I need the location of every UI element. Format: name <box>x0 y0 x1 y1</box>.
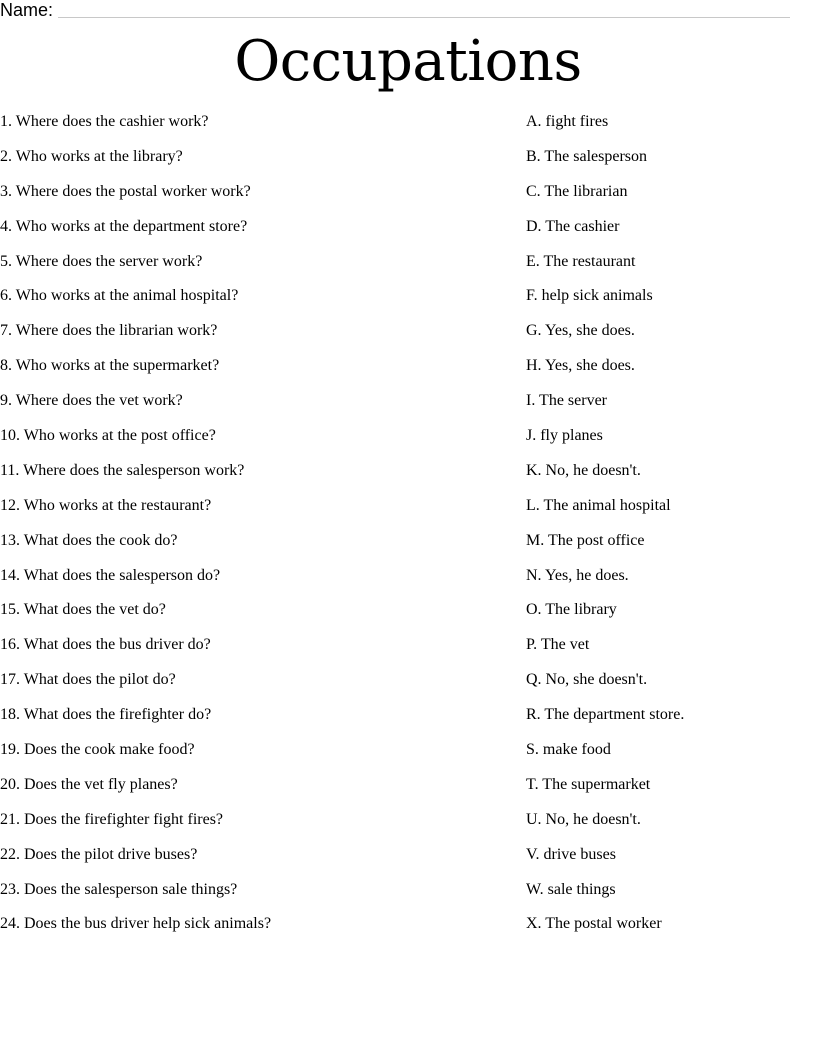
question-item: 16. What does the bus driver do? <box>0 636 211 654</box>
question-item: 4. Who works at the department store? <box>0 217 248 235</box>
question-item: 12. Who works at the restaurant? <box>0 496 212 514</box>
question-item: 20. Does the vet fly planes? <box>0 775 178 793</box>
answer-item: V. drive buses <box>526 845 616 863</box>
question-item: 18. What does the firefighter do? <box>0 706 212 724</box>
question-item: 23. Does the salesperson sale things? <box>0 880 238 898</box>
answer-item: O. The library <box>526 601 617 619</box>
question-item: 9. Where does the vet work? <box>0 392 183 410</box>
answer-item: X. The postal worker <box>526 915 662 933</box>
question-item: 21. Does the firefighter fight fires? <box>0 810 224 828</box>
answer-item: S. make food <box>526 741 611 759</box>
question-item: 15. What does the vet do? <box>0 601 166 619</box>
answer-item: K. No, he doesn't. <box>526 461 641 479</box>
question-item: 10. Who works at the post office? <box>0 427 216 445</box>
question-item: 13. What does the cook do? <box>0 531 178 549</box>
answer-item: B. The salesperson <box>526 147 648 165</box>
answer-item: U. No, he doesn't. <box>526 810 641 828</box>
question-item: 3. Where does the postal worker work? <box>0 182 251 200</box>
answer-item: N. Yes, he does. <box>526 566 629 584</box>
answer-item: R. The department store. <box>526 706 685 724</box>
answer-item: J. fly planes <box>526 427 603 445</box>
answer-item: F. help sick animals <box>526 287 653 305</box>
question-item: 7. Where does the librarian work? <box>0 322 218 340</box>
name-row <box>0 0 790 20</box>
name-field[interactable] <box>58 0 790 18</box>
answers-list <box>526 110 816 947</box>
question-item: 5. Where does the server work? <box>0 252 203 270</box>
answer-item: H. Yes, she does. <box>526 357 635 375</box>
answer-item: G. Yes, she does. <box>526 322 635 340</box>
answer-item: M. The post office <box>526 531 645 549</box>
answer-item: T. The supermarket <box>526 775 651 793</box>
name-label: Name: <box>0 0 54 20</box>
question-item: 14. What does the salesperson do? <box>0 566 221 584</box>
answer-item: I. The server <box>526 392 607 410</box>
question-item: 1. Where does the cashier work? <box>0 113 209 130</box>
question-item: 11. Where does the salesperson work? <box>0 461 245 479</box>
questions-list <box>0 110 510 947</box>
answer-item: W. sale things <box>526 880 616 898</box>
page-title: Occupations <box>234 29 582 94</box>
question-item: 24. Does the bus driver help sick animals? <box>0 915 272 933</box>
question-item: 19. Does the cook make food? <box>0 741 195 759</box>
question-item: 2. Who works at the library? <box>0 147 183 165</box>
answer-item: A. fight fires <box>526 113 609 130</box>
question-item: 6. Who works at the animal hospital? <box>0 287 239 305</box>
answer-item: C. The librarian <box>526 182 628 200</box>
question-item: 22. Does the pilot drive buses? <box>0 845 198 863</box>
answer-item: L. The animal hospital <box>526 496 671 514</box>
question-item: 8. Who works at the supermarket? <box>0 357 220 375</box>
answer-item: E. The restaurant <box>526 252 636 270</box>
question-item: 17. What does the pilot do? <box>0 671 176 689</box>
answer-item: Q. No, she doesn't. <box>526 671 648 689</box>
answer-item: P. The vet <box>526 636 590 654</box>
answer-item: D. The cashier <box>526 217 620 235</box>
